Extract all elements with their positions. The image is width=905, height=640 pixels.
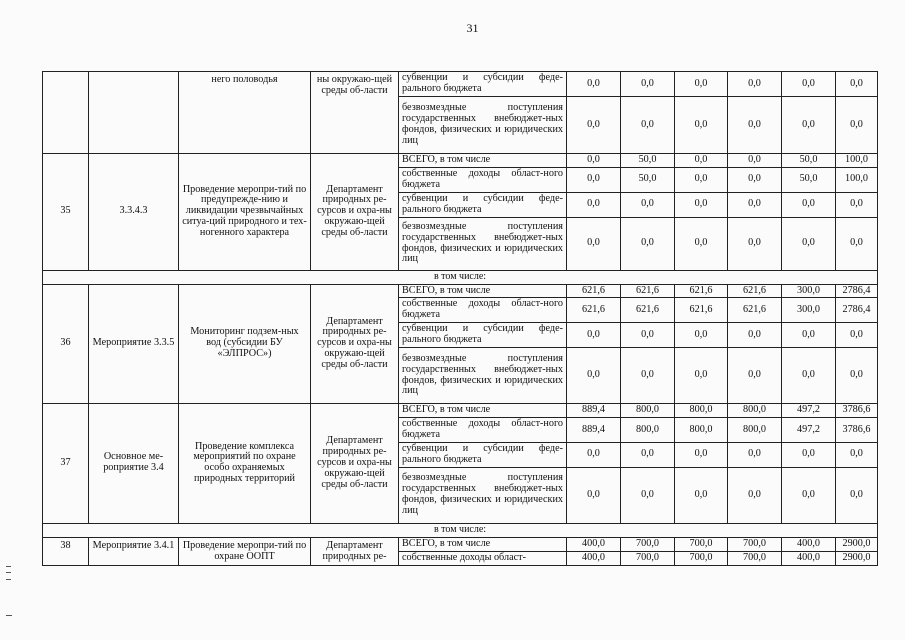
amount-cell: 700,0: [675, 551, 728, 565]
funding-source: собственные доходы област-ного бюджета: [399, 298, 567, 323]
amount-cell: 0,0: [836, 192, 878, 217]
amount-cell: 0,0: [621, 323, 675, 348]
amount-cell: 800,0: [621, 404, 675, 418]
amount-cell: 0,0: [621, 467, 675, 523]
amount-cell: 3786,6: [836, 404, 878, 418]
amount-cell: 2786,4: [836, 298, 878, 323]
amount-cell: 0,0: [621, 217, 675, 270]
amount-cell: 0,0: [836, 72, 878, 97]
amount-cell: 621,6: [675, 298, 728, 323]
amount-cell: 800,0: [675, 418, 728, 443]
funding-source: собственные доходы област-: [399, 551, 567, 565]
amount-cell: 0,0: [675, 154, 728, 168]
amount-cell: 0,0: [567, 442, 621, 467]
amount-cell: 700,0: [621, 551, 675, 565]
amount-cell: 800,0: [675, 404, 728, 418]
entry-number: 37: [43, 404, 89, 524]
amount-cell: 0,0: [728, 442, 782, 467]
amount-cell: 0,0: [675, 192, 728, 217]
entry-executor: Департамент природных ре-сурсов и охра-ны окружаю-щей среды об-ласти: [311, 154, 399, 271]
amount-cell: 0,0: [621, 192, 675, 217]
entry-number: 38: [43, 537, 89, 565]
amount-cell: 0,0: [728, 348, 782, 404]
margin-mark: [6, 566, 11, 580]
amount-cell: 0,0: [782, 467, 836, 523]
entry-number: 36: [43, 284, 89, 404]
amount-cell: 2900,0: [836, 537, 878, 551]
entry-executor: Департамент природных ре-: [311, 537, 399, 565]
amount-cell: 100,0: [836, 167, 878, 192]
budget-table: [42, 71, 878, 566]
table-row: [43, 72, 878, 97]
amount-cell: 889,4: [567, 404, 621, 418]
amount-cell: 889,4: [567, 418, 621, 443]
entry-number-cell: [43, 72, 89, 154]
amount-cell: 3786,6: [836, 418, 878, 443]
funding-source: собственные доходы област-ного бюджета: [399, 167, 567, 192]
amount-cell: 700,0: [728, 551, 782, 565]
amount-cell: 300,0: [782, 284, 836, 298]
funding-source: субвенции и субсидии феде-рального бюджета: [399, 323, 567, 348]
amount-cell: 621,6: [621, 298, 675, 323]
amount-cell: 0,0: [567, 348, 621, 404]
amount-cell: 0,0: [675, 217, 728, 270]
amount-cell: 400,0: [782, 537, 836, 551]
amount-cell: 621,6: [675, 284, 728, 298]
amount-cell: 0,0: [836, 97, 878, 154]
separator-label: в том числе:: [43, 523, 878, 537]
funding-source: собственные доходы област-ного бюджета: [399, 418, 567, 443]
entry-executor: Департамент природных ре-сурсов и охра-ны окружаю-щей среды об-ласти: [311, 404, 399, 524]
amount-cell: 700,0: [621, 537, 675, 551]
funding-source: субвенции и субсидии феде-рального бюджета: [399, 72, 567, 97]
page-number: 31: [466, 21, 479, 35]
amount-cell: 621,6: [567, 284, 621, 298]
funding-source: субвенции и субсидии феде-рального бюджета: [399, 442, 567, 467]
funding-source: безвозмездные поступления государственных внебюджет-ных фондов, физических и юридических лиц: [399, 97, 567, 154]
funding-source: ВСЕГО, в том числе: [399, 154, 567, 168]
amount-cell: 621,6: [728, 284, 782, 298]
amount-cell: 0,0: [782, 97, 836, 154]
amount-cell: 0,0: [782, 192, 836, 217]
amount-cell: 0,0: [836, 348, 878, 404]
amount-cell: 0,0: [728, 192, 782, 217]
amount-cell: 0,0: [567, 72, 621, 97]
separator-row: [43, 523, 878, 537]
amount-cell: 0,0: [782, 442, 836, 467]
amount-cell: 0,0: [728, 72, 782, 97]
funding-source: безвозмездные поступления государственных внебюджет-ных фондов, физических и юридических лиц: [399, 217, 567, 270]
entry-code: Мероприятие 3.4.1: [89, 537, 179, 565]
amount-cell: 0,0: [675, 323, 728, 348]
funding-source: безвозмездные поступления государственных внебюджет-ных фондов, физических и юридических лиц: [399, 467, 567, 523]
amount-cell: 0,0: [675, 72, 728, 97]
amount-cell: 0,0: [728, 97, 782, 154]
amount-cell: 2786,4: [836, 284, 878, 298]
amount-cell: 50,0: [621, 154, 675, 168]
table-row: [43, 154, 878, 168]
amount-cell: 621,6: [728, 298, 782, 323]
entry-name: Проведение комплекса мероприятий по охране особо охраняемых природных территорий: [179, 404, 311, 524]
amount-cell: 497,2: [782, 404, 836, 418]
table-body: [43, 72, 878, 566]
amount-cell: 800,0: [728, 418, 782, 443]
amount-cell: 621,6: [567, 298, 621, 323]
amount-cell: 0,0: [567, 217, 621, 270]
funding-source: субвенции и субсидии феде-рального бюджета: [399, 192, 567, 217]
amount-cell: 0,0: [675, 97, 728, 154]
amount-cell: 0,0: [567, 467, 621, 523]
amount-cell: 0,0: [782, 348, 836, 404]
separator-row: [43, 270, 878, 284]
funding-source: ВСЕГО, в том числе: [399, 404, 567, 418]
amount-cell: 800,0: [728, 404, 782, 418]
amount-cell: 700,0: [728, 537, 782, 551]
amount-cell: 800,0: [621, 418, 675, 443]
amount-cell: 0,0: [567, 154, 621, 168]
entry-name: Проведение меропри-тий по охране ООПТ: [179, 537, 311, 565]
table-row: [43, 537, 878, 551]
amount-cell: 700,0: [675, 537, 728, 551]
amount-cell: 50,0: [782, 154, 836, 168]
amount-cell: 0,0: [782, 72, 836, 97]
amount-cell: 621,6: [621, 284, 675, 298]
funding-source: ВСЕГО, в том числе: [399, 284, 567, 298]
amount-cell: 497,2: [782, 418, 836, 443]
amount-cell: 0,0: [728, 154, 782, 168]
entry-executor: ны окружаю-щей среды об-ласти: [311, 72, 399, 154]
amount-cell: 0,0: [836, 442, 878, 467]
amount-cell: 0,0: [675, 167, 728, 192]
table-row: [43, 404, 878, 418]
entry-name: него половодья: [179, 72, 311, 154]
amount-cell: 2900,0: [836, 551, 878, 565]
amount-cell: 400,0: [782, 551, 836, 565]
amount-cell: 100,0: [836, 154, 878, 168]
amount-cell: 0,0: [621, 72, 675, 97]
entry-code: Основное ме-роприятие 3.4: [89, 404, 179, 524]
amount-cell: 400,0: [567, 551, 621, 565]
amount-cell: 0,0: [675, 348, 728, 404]
amount-cell: 0,0: [621, 442, 675, 467]
amount-cell: 0,0: [836, 217, 878, 270]
amount-cell: 0,0: [675, 442, 728, 467]
amount-cell: 0,0: [728, 323, 782, 348]
amount-cell: 0,0: [782, 217, 836, 270]
amount-cell: 50,0: [621, 167, 675, 192]
entry-code: 3.3.4.3: [89, 154, 179, 271]
amount-cell: 0,0: [621, 348, 675, 404]
amount-cell: 0,0: [836, 467, 878, 523]
entry-name: Мониторинг подзем-ных вод (субсидии БУ «ЭЛПРОС»): [179, 284, 311, 404]
separator-label: в том числе:: [43, 270, 878, 284]
amount-cell: 0,0: [621, 97, 675, 154]
amount-cell: 0,0: [567, 192, 621, 217]
amount-cell: 400,0: [567, 537, 621, 551]
amount-cell: 50,0: [782, 167, 836, 192]
entry-executor: Департамент природных ре-сурсов и охра-ны окружаю-щей среды об-ласти: [311, 284, 399, 404]
amount-cell: 0,0: [728, 167, 782, 192]
amount-cell: 0,0: [567, 323, 621, 348]
amount-cell: 0,0: [728, 467, 782, 523]
entry-code-cell: [89, 72, 179, 154]
entry-code: Мероприятие 3.3.5: [89, 284, 179, 404]
amount-cell: 0,0: [567, 97, 621, 154]
amount-cell: 0,0: [675, 467, 728, 523]
margin-mark-lower: [6, 615, 12, 616]
funding-source: ВСЕГО, в том числе: [399, 537, 567, 551]
amount-cell: 0,0: [782, 323, 836, 348]
amount-cell: 0,0: [728, 217, 782, 270]
amount-cell: 0,0: [836, 323, 878, 348]
funding-source: безвозмездные поступления государственных внебюджет-ных фондов, физических и юридических лиц: [399, 348, 567, 404]
entry-name: Проведение меропри-тий по предупрежде-нию и ликвидации чрезвычайных ситуа-ций природного и тех-ногенного характера: [179, 154, 311, 271]
entry-number: 35: [43, 154, 89, 271]
amount-cell: 300,0: [782, 298, 836, 323]
table-row: [43, 284, 878, 298]
amount-cell: 0,0: [567, 167, 621, 192]
